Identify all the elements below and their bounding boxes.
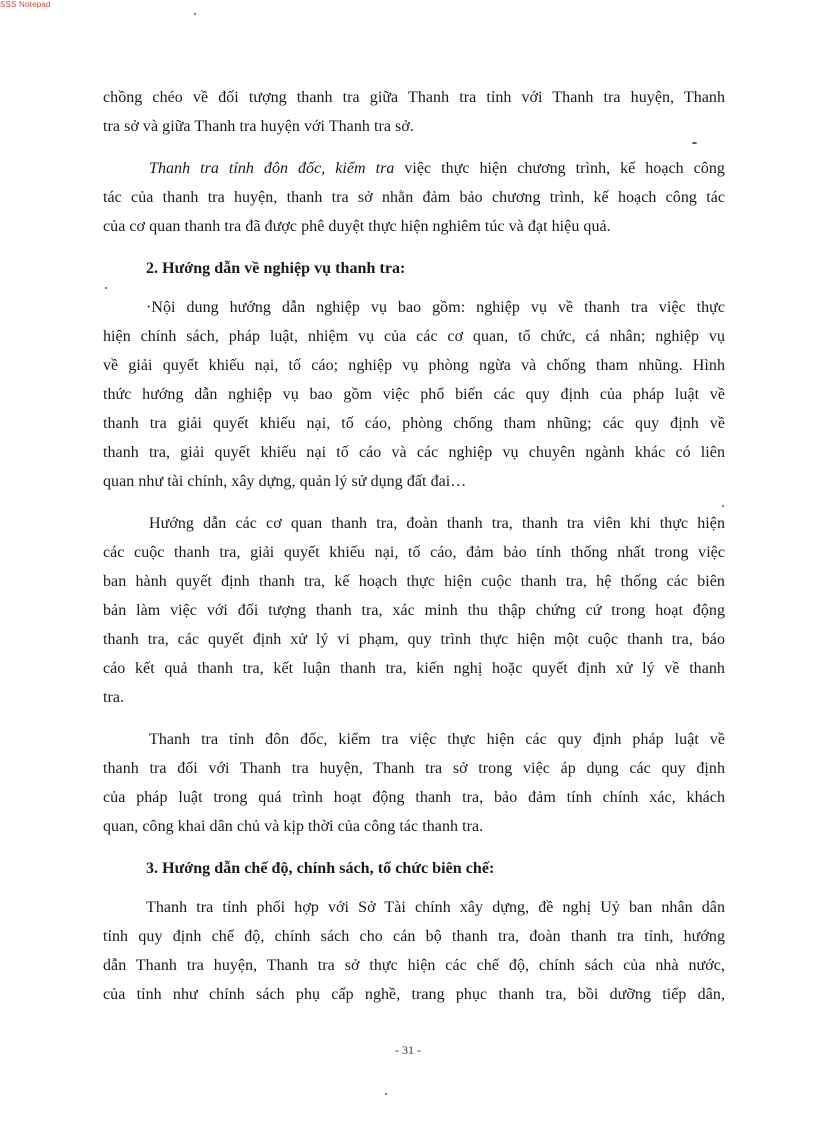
text-line: cáo kết quả thanh tra, kết luận thanh tra, kiến nghị hoặc quyết định xử lý về thanh <box>103 660 725 677</box>
text-line: tác của thanh tra huyện, thanh tra sở nhằn đảm bảo chương trình, kế hoạch công tác <box>103 189 725 206</box>
paragraph <box>103 509 725 712</box>
section-heading <box>103 854 725 883</box>
italic-lead: Thanh tra tỉnh đôn đốc, kiểm tra <box>149 160 395 177</box>
text-line: của pháp luật trong quá trình hoạt động thanh tra, bảo đảm tính chính xác, khách <box>103 789 725 806</box>
page-number: - 31 - <box>395 1043 421 1057</box>
scan-speck <box>194 13 196 15</box>
text-line: thanh tra giải quyết khiếu nại, tố cáo, phòng chống tham nhũng; các quy định về <box>103 415 725 432</box>
text-line: tỉnh quy định chế độ, chính sách cho cán bộ thanh tra, đoàn thanh tra tỉnh, hướng <box>103 928 725 945</box>
heading-text: 3. Hướng dẫn chế độ, chính sách, tổ chức biên chế: <box>146 860 495 877</box>
text-line: của cơ quan thanh tra đã được phê duyệt thực hiện nghiêm túc và đạt hiệu quả. <box>103 218 611 235</box>
text-line: thức hướng dẫn nghiệp vụ bao gồm việc phổ biến các quy định của pháp luật về <box>103 386 725 403</box>
scan-speck <box>385 1093 387 1095</box>
text-line: về giải quyết khiếu nại, tố cáo; nghiệp vụ phòng ngừa và chống tham nhũng. Hình <box>103 357 725 374</box>
text-line: ·Nội dung hướng dẫn nghiệp vụ bao gồm: nghiệp vụ về thanh tra việc thực <box>146 299 725 316</box>
text-line: các cuộc thanh tra, giải quyết khiếu nại, tố cáo, đảm bảo tính thống nhất trong việc <box>103 544 725 561</box>
text-line: quan, công khai dân chủ và kịp thời của công tác thanh tra. <box>103 818 484 835</box>
text-line: Hướng dẫn các cơ quan thanh tra, đoàn thanh tra, thanh tra viên khi thực hiện <box>149 515 725 532</box>
scan-watermark: SSS Notepad <box>0 0 51 9</box>
paragraph <box>103 725 725 841</box>
document-page <box>103 83 725 1009</box>
text-line: thanh tra, giải quyết khiếu nại tố cáo và các nghiệp vụ chuyên ngành khác có liên <box>103 444 725 461</box>
text-line <box>103 154 725 183</box>
text-line: tra. <box>103 689 125 706</box>
text-run: việc thực hiện chương trình, kế hoạch công <box>394 160 725 177</box>
text-line: thanh tra đối với Thanh tra huyện, Thanh tra sở trong việc áp dụng các quy định <box>103 760 725 777</box>
text-line: hiện chính sách, pháp luật, nhiệm vụ của các cơ quan, tổ chức, cá nhân; nghiệp vụ <box>103 328 725 345</box>
text-line: thanh tra, các quyết định xử lý vi phạm, quy trình thực hiện một cuộc thanh tra, báo <box>103 631 725 648</box>
text-line: của tỉnh như chính sách phụ cấp nghề, trang phục thanh tra, bồi dưỡng tiếp dân, <box>103 986 725 1003</box>
paragraph <box>103 154 725 241</box>
text-line: tra sở và giữa Thanh tra huyện với Thanh tra sở. <box>103 118 414 135</box>
text-line: ban hành quyết định thanh tra, kế hoạch thực hiện cuộc thanh tra, hệ thống các biên <box>103 573 725 590</box>
text-line: bản làm việc với đối tượng thanh tra, xác minh thu thập chứng cứ trong hoạt động <box>103 602 725 619</box>
paragraph <box>103 83 725 141</box>
paragraph <box>103 893 725 1009</box>
text-line: chồng chéo về đối tượng thanh tra giữa Thanh tra tỉnh với Thanh tra huyện, Thanh <box>103 89 725 106</box>
paragraph <box>103 293 725 496</box>
text-line: dẫn Thanh tra huyện, Thanh tra sở thực hiện các chế độ, chính sách của nhà nước, <box>103 957 725 974</box>
text-line: quan như tài chính, xây dựng, quản lý sử dụng đất đai… <box>103 473 467 490</box>
section-heading <box>103 254 725 283</box>
text-line: Thanh tra tỉnh đôn đốc, kiểm tra việc thực hiện các quy định pháp luật về <box>149 731 725 748</box>
heading-text: 2. Hướng dẫn về nghiệp vụ thanh tra: <box>146 260 406 277</box>
text-line: Thanh tra tỉnh phối hợp với Sở Tài chính xây dựng, đề nghị Uỷ ban nhân dân <box>146 899 725 916</box>
